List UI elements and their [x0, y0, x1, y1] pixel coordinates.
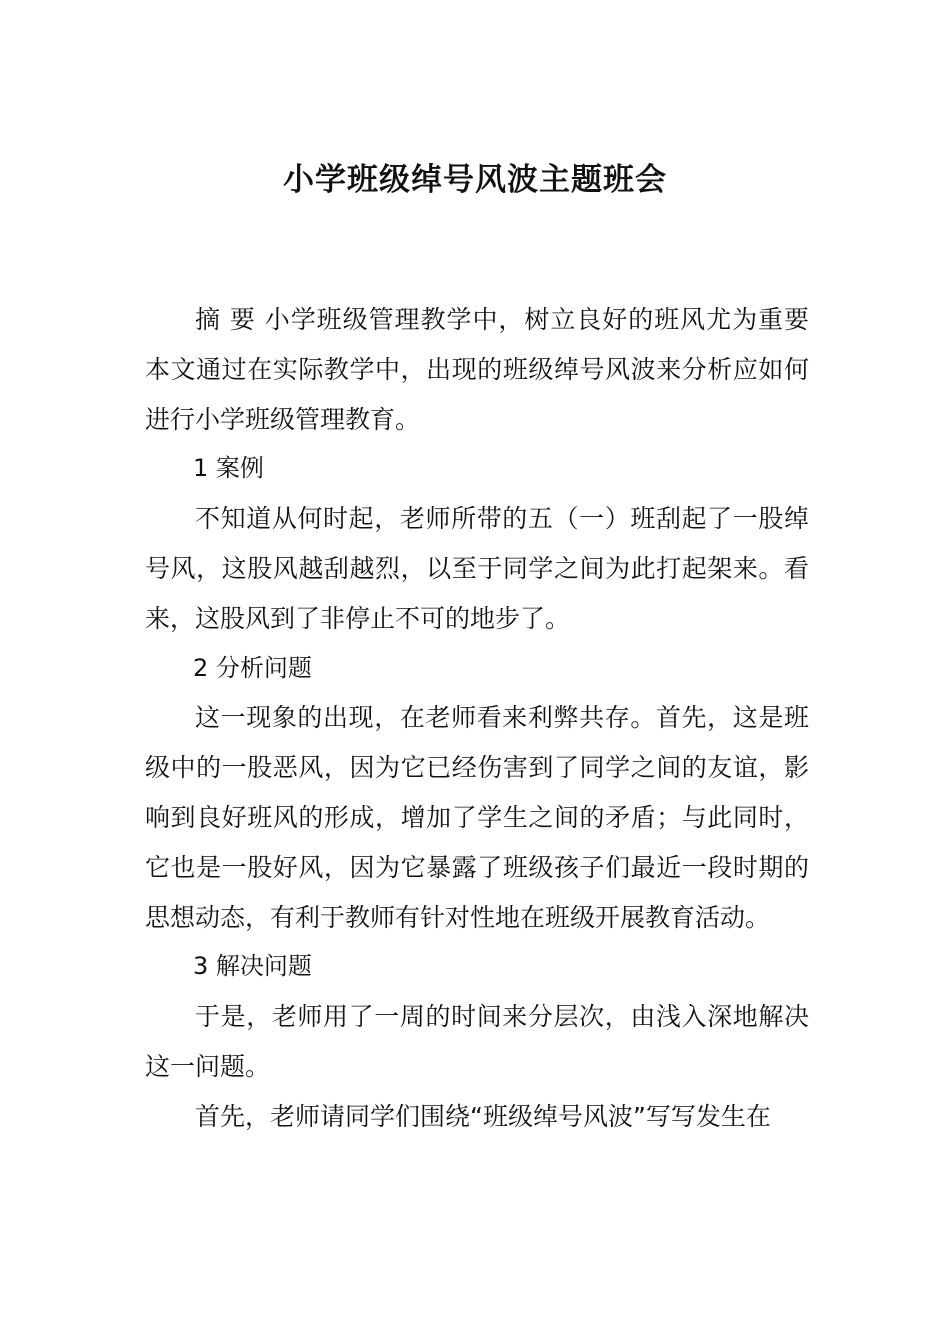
document-title: 小学班级绰号风波主题班会 — [283, 162, 667, 198]
solution-paragraph-2: 首先，老师请同学们围绕“班级绰号风波”写写发生在 — [195, 1101, 771, 1131]
abstract-paragraph: 摘 要 小学班级管理教学中，树立良好的班风尤为重要本文通过在实际教学中，出现的班级绰号风波来分析应如何进行小学班级管理教育。 — [145, 305, 809, 434]
analysis-paragraph: 这一现象的出现，在老师看来利弊共存。首先，这是班级中的一股恶风，因为它已经伤害到了同学之间的友谊，影响到良好班风的形成，增加了学生之间的矛盾；与此同时，它也是一股好风，因为它暴露了班级孩子们最近一段时期的思想动态，有利于教师有针对性地在班级开展教育活动。 — [145, 703, 809, 932]
solution-paragraph-1: 于是，老师用了一周的时间来分层次，由浅入深地解决这一问题。 — [145, 1002, 809, 1081]
section-heading-solution: 3 解决问题 — [193, 952, 312, 981]
section-heading-analysis: 2 分析问题 — [193, 653, 312, 682]
section-heading-case: 1 案例 — [193, 454, 264, 483]
case-paragraph: 不知道从何时起，老师所带的五（一）班刮起了一股绰号风，这股风越刮越烈，以至于同学之间为此打起架来。看来，这股风到了非停止不可的地步了。 — [145, 504, 809, 633]
document-body — [145, 295, 809, 1142]
